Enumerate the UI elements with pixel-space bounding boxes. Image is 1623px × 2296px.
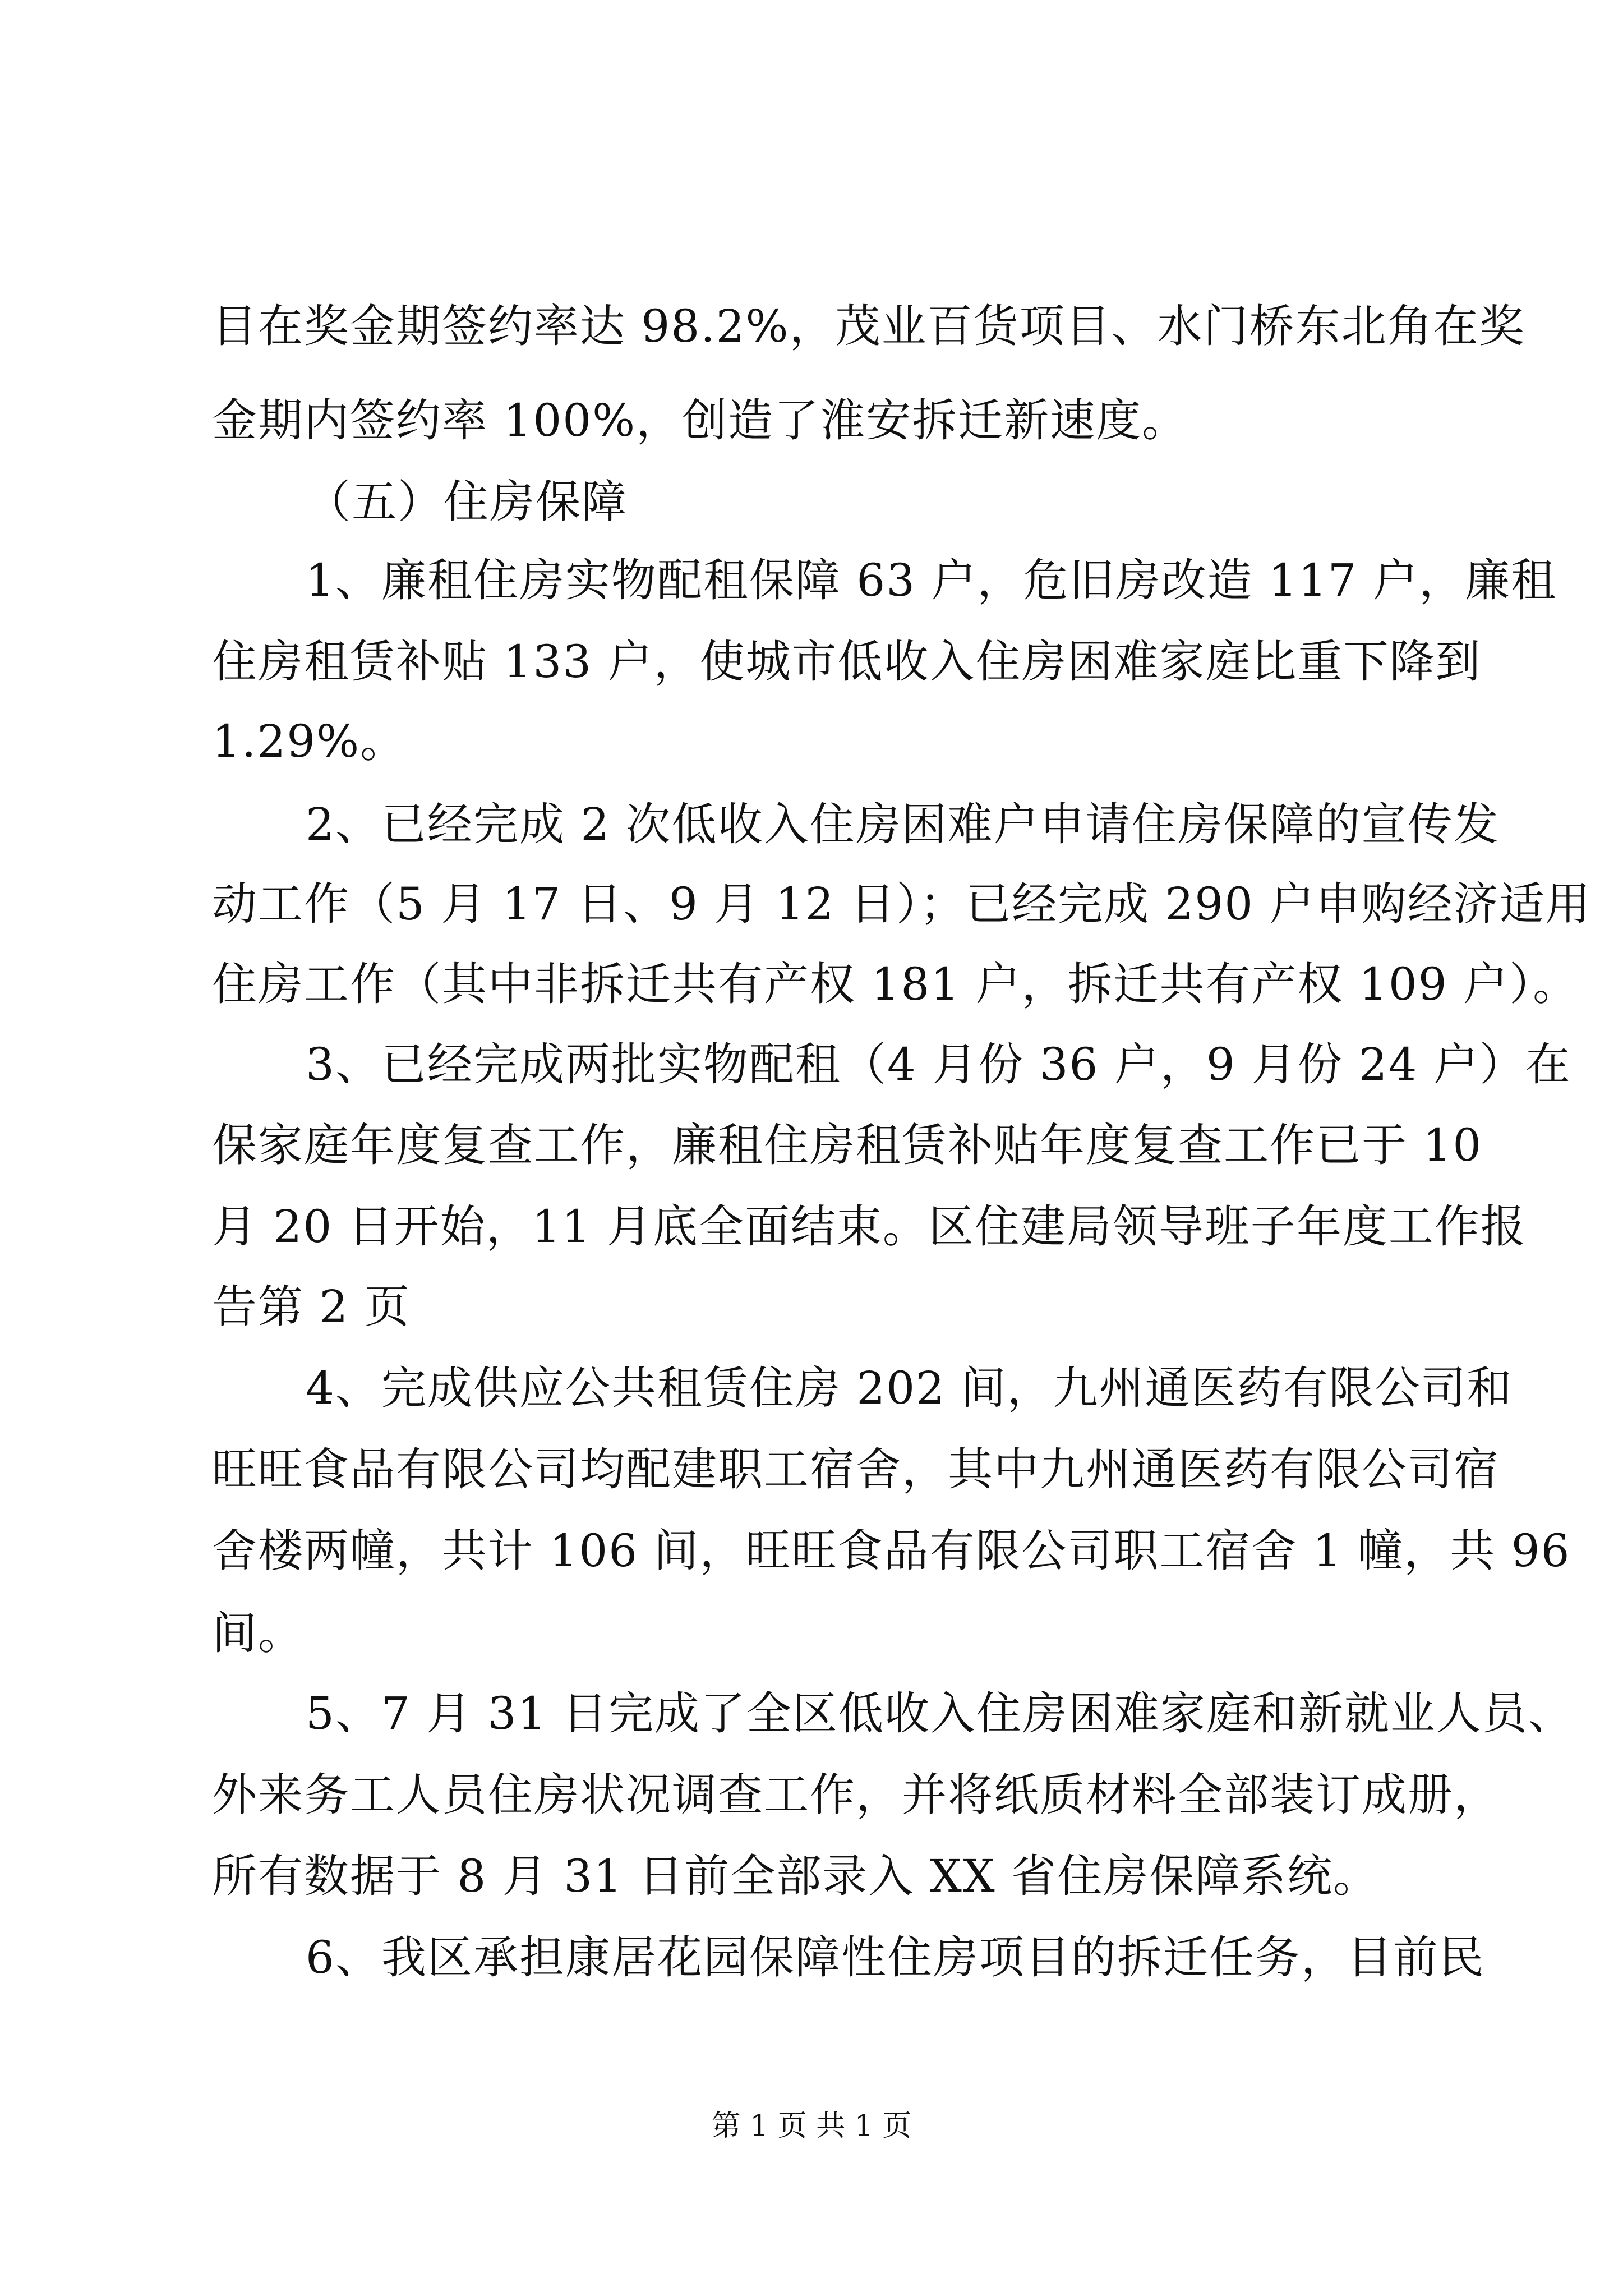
text-line-14: 4、完成供应公共租赁住房 202 间，九州通医药有限公司和 <box>306 1362 1513 1414</box>
text-line-21: 6、我区承担康居花园保障性住房项目的拆迁任务，目前民 <box>306 1931 1485 1984</box>
text-line-4: 1、廉租住房实物配租保障 63 户，危旧房改造 117 户，廉租 <box>306 554 1557 606</box>
text-line-20: 所有数据于 8 月 31 日前全部录入 XX 省住房保障系统。 <box>212 1850 1380 1902</box>
text-line-13: 告第 2 页 <box>212 1281 411 1333</box>
text-line-6: 1.29%。 <box>212 715 407 767</box>
text-line-5: 住房租赁补贴 133 户，使城市低收入住房困难家庭比重下降到 <box>212 636 1482 688</box>
text-line-8: 动工作（5 月 17 日、9 月 12 日）；已经完成 290 户申购经济适用 <box>212 878 1592 930</box>
text-line-2: 金期内签约率 100%，创造了淮安拆迁新速度。 <box>212 394 1188 447</box>
text-line-19: 外来务工人员住房状况调查工作，并将纸质材料全部装订成册， <box>212 1769 1500 1821</box>
text-line-16: 舍楼两幢，共计 106 间，旺旺食品有限公司职工宿舍 1 幢，共 96 <box>212 1525 1571 1577</box>
text-line-12: 月 20 日开始，11 月底全面结束。区住建局领导班子年度工作报 <box>212 1200 1527 1253</box>
section-heading-housing-security: （五）住房保障 <box>306 476 628 528</box>
text-line-18: 5、7 月 31 日完成了全区低收入住房困难家庭和新就业人员、 <box>306 1687 1574 1740</box>
text-line-17: 间。 <box>212 1607 304 1659</box>
text-line-10: 3、已经完成两批实物配租（4 月份 36 户，9 月份 24 户）在 <box>306 1038 1571 1091</box>
page-footer: 第 1 页 共 1 页 <box>711 2109 912 2143</box>
text-line-15: 旺旺食品有限公司均配建职工宿舍，其中九州通医药有限公司宿 <box>212 1443 1500 1496</box>
text-line-11: 保家庭年度复查工作，廉租住房租赁补贴年度复查工作已于 10 <box>212 1119 1483 1171</box>
text-line-7: 2、已经完成 2 次低收入住房困难户申请住房保障的宣传发 <box>306 798 1500 850</box>
text-line-1: 目在奖金期签约率达 98.2%，茂业百货项目、水门桥东北角在奖 <box>212 300 1525 352</box>
text-line-9: 住房工作（其中非拆迁共有产权 181 户，拆迁共有产权 109 户）。 <box>212 958 1579 1010</box>
